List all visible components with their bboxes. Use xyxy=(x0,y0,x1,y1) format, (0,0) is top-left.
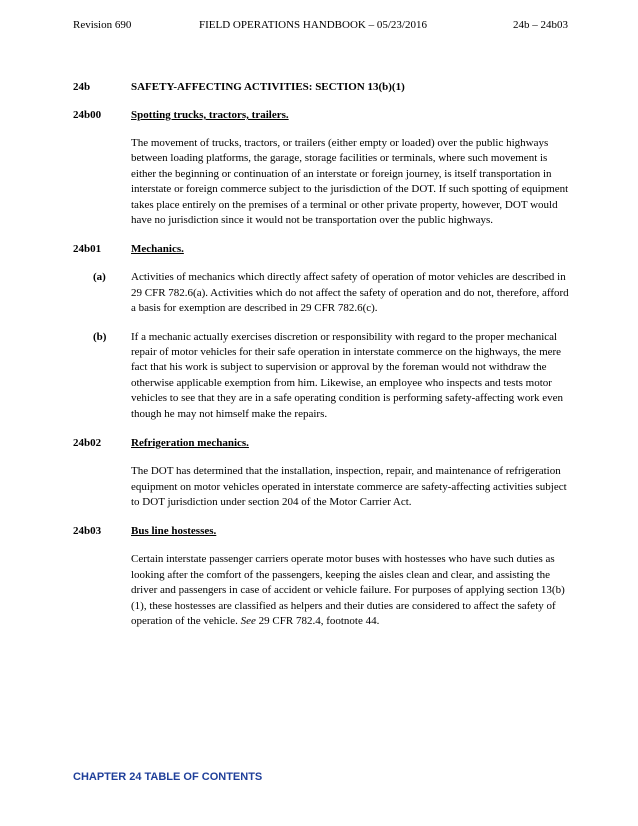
document-body xyxy=(73,80,573,629)
citation-signal: See xyxy=(240,614,256,627)
section-title: SAFETY-AFFECTING ACTIVITIES: SECTION 13(b)(1) xyxy=(131,81,405,93)
section-code: 24b xyxy=(73,81,91,93)
subparagraph-label: (a) xyxy=(93,271,106,284)
paragraph-24b01-a: Activities of mechanics which directly affect safety of operation of motor vehicles are described in 29 CFR 782.6(a). Activities which do not affect the safety of operation and do not, therefore, afford a basis for exemption are described in 29 CFR 782.6(c). xyxy=(131,271,569,315)
table-of-contents-link[interactable]: CHAPTER 24 TABLE OF CONTENTS xyxy=(73,771,263,783)
paragraph-24b00: The movement of trucks, tractors, or trailers (either empty or loaded) over the public highways between loading platforms, the garage, storage facilities or terminals, where such movement is either the beginning or continuation of an interstate or foreign journey, is itself transportation in interstate or foreign commerce subject to the jurisdiction of the DOT. If such spotting of equipment takes place entirely on the premises of a terminal or other private property, however, DOT would have no jurisdiction since it would not be transportation over the public highways. xyxy=(131,137,569,227)
page-range: 24b – 24b03 xyxy=(513,19,568,31)
revision-label: Revision 690 xyxy=(73,19,132,31)
section-title: Spotting trucks, tractors, trailers. xyxy=(131,109,289,121)
section-code: 24b01 xyxy=(73,243,102,256)
section-heading-24b01 xyxy=(73,242,573,256)
paragraph-24b03 xyxy=(131,552,569,629)
section-heading-24b03 xyxy=(73,524,573,538)
subparagraph-b xyxy=(73,330,573,422)
section-code: 24b00 xyxy=(73,109,102,121)
section-heading-24b02 xyxy=(73,436,573,450)
section-code: 24b03 xyxy=(73,525,102,538)
paragraph-24b02: The DOT has determined that the installation, inspection, repair, and maintenance of refrigeration equipment on motor vehicles operated in interstate commerce are safety-affecting activities subject to DOT jurisdiction under section 204 of the Motor Carrier Act. xyxy=(131,465,567,508)
section-heading-24b00 xyxy=(73,108,573,122)
citation-text: 29 CFR 782.4, footnote 44. xyxy=(255,614,380,627)
section-title: Mechanics. xyxy=(131,243,184,256)
section-code: 24b02 xyxy=(73,437,102,450)
running-header xyxy=(73,19,568,33)
paragraph-24b01-b: If a mechanic actually exercises discretion or responsibility with regard to the proper mechanical repair of motor vehicles for their safe operation in interstate commerce on the highways, the mere fact that his work is subject to supervision or approval by the foreman would not withdraw the otherwise applicable exemption from him. Likewise, an employee who inspects and tests motor vehicles to see that they are in a safe operating condition is performing safety-affecting work even though he may not himself make the repairs. xyxy=(131,330,563,420)
section-title: Bus line hostesses. xyxy=(131,525,217,538)
subparagraph-a xyxy=(73,270,573,316)
handbook-title: FIELD OPERATIONS HANDBOOK – 05/23/2016 xyxy=(199,19,427,31)
section-heading-24b xyxy=(73,80,573,94)
section-title: Refrigeration mechanics. xyxy=(131,437,249,450)
subparagraph-label: (b) xyxy=(93,330,107,343)
paragraph-text: Certain interstate passenger carriers operate motor buses with hostesses who have such duties as looking after the comfort of the passengers, keeping the aisles clean and clear, and assisting the driver and passengers in case of accident or vehicle failure. For purposes of applying section 13(b)(1), these hostesses are classified as helpers and their duties are considered to affect the safety of operation of the vehicle. xyxy=(131,553,565,627)
